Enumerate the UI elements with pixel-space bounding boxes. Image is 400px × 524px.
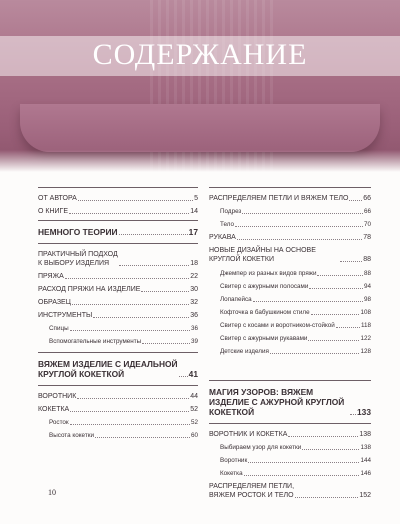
dot-leader bbox=[70, 424, 190, 425]
dot-leader bbox=[65, 278, 189, 279]
dot-leader bbox=[235, 226, 363, 227]
page-title: СОДЕРЖАНИЕ bbox=[92, 38, 308, 71]
dot-leader bbox=[270, 353, 360, 354]
toc-entry-page: 18 bbox=[190, 260, 198, 267]
dot-leader bbox=[237, 239, 362, 240]
toc-subentry-page: 36 bbox=[190, 325, 198, 332]
toc-entry-page: 66 bbox=[363, 195, 371, 202]
toc-subentry-title: Выбираем узор для кокетки bbox=[220, 444, 302, 451]
toc-subentry[interactable] bbox=[209, 321, 371, 330]
toc-subentry-page: 128 bbox=[360, 348, 371, 355]
toc-entry[interactable] bbox=[38, 405, 198, 414]
toc-entry-title: ОТ АВТОРА bbox=[38, 195, 77, 202]
toc-subentry[interactable] bbox=[209, 456, 371, 465]
toc-subentry[interactable] bbox=[209, 269, 371, 278]
toc-entry-page: 152 bbox=[359, 492, 371, 499]
page-number: 10 bbox=[48, 488, 56, 497]
toc-subentry-page: 144 bbox=[360, 457, 371, 464]
toc-entry-page: 88 bbox=[363, 256, 371, 263]
toc-entry-page: 138 bbox=[359, 431, 371, 438]
toc-entry[interactable] bbox=[38, 272, 198, 281]
divider bbox=[38, 187, 198, 188]
toc-subentry-page: 88 bbox=[363, 270, 371, 277]
dot-leader bbox=[311, 314, 360, 315]
toc-entry-page: 14 bbox=[190, 208, 198, 215]
dot-leader bbox=[78, 200, 193, 201]
toc-subentry-page: 39 bbox=[190, 338, 198, 345]
dot-leader bbox=[119, 265, 189, 266]
toc-entry-page: 44 bbox=[190, 393, 198, 400]
toc-entry-title: РАСХОД ПРЯЖИ НА ИЗДЕЛИЕ bbox=[38, 286, 141, 293]
toc-subentry-page: 70 bbox=[363, 221, 371, 228]
dot-leader bbox=[77, 398, 189, 399]
toc-section[interactable] bbox=[38, 359, 198, 379]
toc-subentry-title: Свитер с ажурными полосами bbox=[220, 283, 309, 290]
toc-subentry-title: Лопапейса bbox=[220, 296, 252, 303]
toc-subentry-title: Детские изделия bbox=[220, 348, 269, 355]
toc-subentry[interactable] bbox=[209, 207, 371, 216]
toc-subentry[interactable] bbox=[38, 337, 198, 346]
dot-leader bbox=[142, 343, 190, 344]
toc-section-page: 17 bbox=[188, 227, 198, 237]
toc-entry[interactable] bbox=[209, 430, 371, 439]
toc-entry-title: РАСПРЕДЕЛЯЕМ ПЕТЛИ, ВЯЖЕМ РОСТОК И ТЕЛО bbox=[209, 483, 295, 499]
toc-subentry[interactable] bbox=[38, 418, 198, 427]
dot-leader bbox=[349, 200, 362, 201]
toc-subentry-page: 52 bbox=[190, 419, 198, 426]
toc-subentry[interactable] bbox=[209, 469, 371, 478]
toc-subentry[interactable] bbox=[209, 308, 371, 317]
toc-entry[interactable] bbox=[209, 233, 371, 242]
toc-entry-title: ВОРОТНИК И КОКЕТКА bbox=[209, 431, 288, 438]
dot-leader bbox=[95, 437, 190, 438]
toc-subentry[interactable] bbox=[38, 324, 198, 333]
toc-section-title: НЕМНОГО ТЕОРИИ bbox=[38, 227, 118, 237]
toc-entry-title: РАСПРЕДЕЛЯЕМ ПЕТЛИ И ВЯЖЕМ ТЕЛО bbox=[209, 195, 349, 202]
dot-leader bbox=[302, 449, 359, 450]
toc-entry-title: ВОРОТНИК bbox=[38, 393, 77, 400]
toc-subentry-title: Воротник bbox=[220, 457, 248, 464]
dot-leader bbox=[253, 301, 363, 302]
toc-subentry-title: Тело bbox=[220, 221, 235, 228]
toc-entry-title: ОБРАЗЕЦ bbox=[38, 299, 71, 306]
toc-subentry[interactable] bbox=[209, 347, 371, 356]
toc-entry-page: 78 bbox=[363, 234, 371, 241]
toc-subentry-title: Джемпер из разных видов пряжи bbox=[220, 270, 317, 277]
toc-entry-title: ПРЯЖА bbox=[38, 273, 64, 280]
dot-leader bbox=[244, 475, 360, 476]
toc-right-column bbox=[209, 183, 371, 504]
toc-entry-page: 32 bbox=[190, 299, 198, 306]
toc-entry[interactable] bbox=[38, 194, 198, 203]
toc-entry[interactable] bbox=[38, 298, 198, 307]
toc-entry-page: 52 bbox=[190, 406, 198, 413]
toc-subentry-page: 98 bbox=[363, 296, 371, 303]
toc-subentry-title: Росток bbox=[49, 419, 69, 426]
header-photo-sweater bbox=[0, 0, 400, 172]
toc-entry-page: 5 bbox=[194, 195, 198, 202]
toc-section-page: 133 bbox=[357, 407, 371, 417]
toc-subentry-title: Кофточка в бабушкином стиле bbox=[220, 309, 310, 316]
toc-entry[interactable] bbox=[38, 285, 198, 294]
toc-section[interactable] bbox=[38, 227, 198, 237]
divider bbox=[38, 352, 198, 353]
toc-entry[interactable] bbox=[38, 311, 198, 320]
toc-subentry-page: 66 bbox=[363, 208, 371, 215]
dot-leader bbox=[70, 330, 190, 331]
toc-entry-page: 22 bbox=[190, 273, 198, 280]
toc-subentry[interactable] bbox=[209, 334, 371, 343]
sweater-hem bbox=[20, 104, 380, 152]
toc-entry-title: ИНСТРУМЕНТЫ bbox=[38, 312, 93, 319]
toc-section-page: 41 bbox=[188, 369, 198, 379]
toc-subentry-title: Подрез bbox=[220, 208, 242, 215]
toc-subentry-page: 138 bbox=[360, 444, 371, 451]
toc-section[interactable] bbox=[209, 387, 371, 417]
toc-entry-title: РУКАВА bbox=[209, 234, 236, 241]
toc-subentry-page: 94 bbox=[363, 283, 371, 290]
toc-entry[interactable] bbox=[209, 246, 371, 264]
toc-entry-page: 30 bbox=[190, 286, 198, 293]
dot-leader bbox=[242, 213, 363, 214]
toc-entry[interactable] bbox=[38, 392, 198, 401]
toc-entry-page: 36 bbox=[190, 312, 198, 319]
dot-leader bbox=[336, 327, 360, 328]
toc-subentry[interactable] bbox=[209, 443, 371, 452]
toc-subentry-page: 60 bbox=[190, 432, 198, 439]
toc-entry-title: ПРАКТИЧНЫЙ ПОДХОД К ВЫБОРУ ИЗДЕЛИЯ bbox=[38, 251, 118, 267]
dot-leader bbox=[248, 462, 359, 463]
toc-subentry-page: 108 bbox=[360, 309, 371, 316]
dot-leader bbox=[295, 497, 358, 498]
divider bbox=[38, 243, 198, 244]
toc-subentry-title: Высота кокетки bbox=[49, 432, 94, 439]
toc-entry-title: КОКЕТКА bbox=[38, 406, 70, 413]
dot-leader bbox=[141, 291, 189, 292]
toc-subentry-title: Свитер с ажурными рукавами bbox=[220, 335, 308, 342]
dot-leader bbox=[317, 275, 363, 276]
dot-leader bbox=[93, 317, 189, 318]
dot-leader bbox=[69, 213, 189, 214]
toc-left-column bbox=[38, 183, 198, 444]
toc-entry-title: НОВЫЕ ДИЗАЙНЫ НА ОСНОВЕ КРУГЛОЙ КОКЕТКИ bbox=[209, 247, 316, 263]
toc-subentry[interactable] bbox=[38, 431, 198, 440]
toc-subentry-title: Спицы bbox=[49, 325, 69, 332]
toc-subentry-page: 122 bbox=[360, 335, 371, 342]
divider bbox=[38, 220, 198, 221]
dot-leader bbox=[288, 436, 358, 437]
dot-leader bbox=[308, 340, 359, 341]
toc-entry[interactable] bbox=[209, 482, 371, 500]
toc-subentry-page: 118 bbox=[360, 322, 371, 329]
dot-leader bbox=[309, 288, 363, 289]
divider bbox=[209, 380, 371, 381]
toc-subentry-title: Свитер с косами и воротником-стойкой bbox=[220, 322, 335, 329]
divider bbox=[209, 423, 371, 424]
toc-entry[interactable] bbox=[38, 250, 198, 268]
dot-leader bbox=[72, 304, 189, 305]
divider bbox=[209, 187, 371, 188]
toc-entry[interactable] bbox=[209, 194, 371, 203]
toc-subentry[interactable] bbox=[209, 282, 371, 291]
toc-subentry-page: 146 bbox=[360, 470, 371, 477]
dot-leader bbox=[70, 411, 189, 412]
toc-subentry-title: Вспомогательные инструменты bbox=[49, 338, 142, 345]
toc-entry[interactable] bbox=[38, 207, 198, 216]
toc-subentry[interactable] bbox=[209, 220, 371, 229]
toc-subentry-title: Кокетка bbox=[220, 470, 243, 477]
toc-entry-title: О КНИГЕ bbox=[38, 208, 69, 215]
divider bbox=[38, 385, 198, 386]
toc-section-title: МАГИЯ УЗОРОВ: ВЯЖЕМ ИЗДЕЛИЕ С АЖУРНОЙ КРУГЛОЙ КОКЕТКОЙ bbox=[209, 387, 345, 417]
toc-section-title: ВЯЖЕМ ИЗДЕЛИЕ С ИДЕАЛЬНОЙ КРУГЛОЙ КОКЕТКОЙ bbox=[38, 359, 178, 379]
toc-subentry[interactable] bbox=[209, 295, 371, 304]
